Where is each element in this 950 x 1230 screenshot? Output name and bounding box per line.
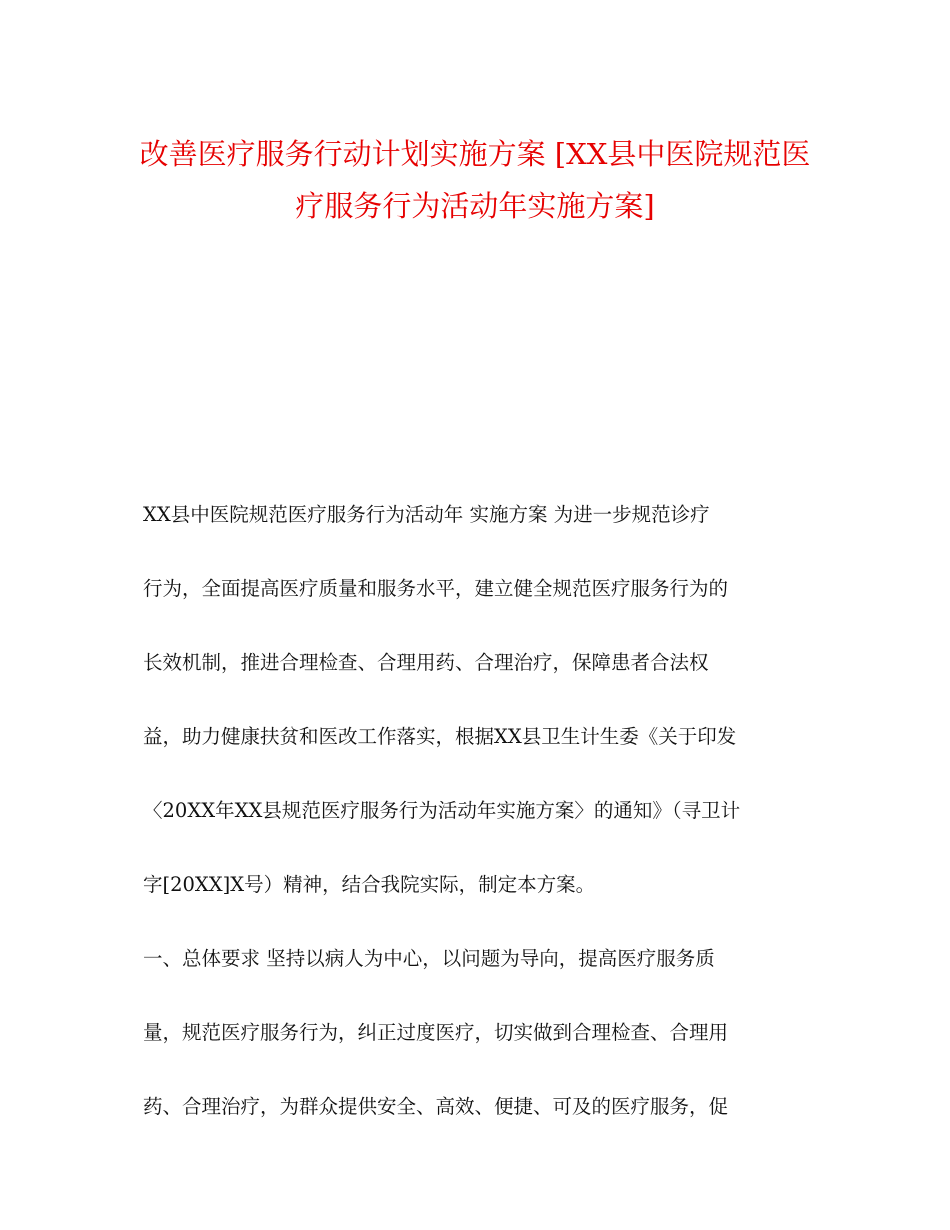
title-line-2: 疗服务行为活动年实施方案] xyxy=(295,189,655,223)
body-line: 一、总体要求 坚持以病人为中心，以问题为导向，提高医疗服务质 xyxy=(143,947,715,970)
body-line: 药、合理治疗，为群众提供安全、高效、便捷、可及的医疗服务，促 xyxy=(143,1095,729,1118)
body-line: 量，规范医疗服务行为，纠正过度医疗，切实做到合理检查、合理用 xyxy=(143,1021,729,1044)
document-body xyxy=(143,478,823,1144)
body-line: 长效机制，推进合理检查、合理用药、合理治疗，保障患者合法权 xyxy=(143,651,709,674)
body-line: 益，助力健康扶贫和医改工作落实，根据XX县卫生计生委《关于印发 xyxy=(143,725,737,748)
body-line: 〈20XX年XX县规范医疗服务行为活动年实施方案〉的通知》（寻卫计 xyxy=(143,799,741,822)
title-line-1: 改善医疗服务行动计划实施方案 [XX县中医院规范医 xyxy=(139,137,811,171)
document-title xyxy=(100,128,850,232)
body-line: 行为，全面提高医疗质量和服务水平，建立健全规范医疗服务行为的 xyxy=(143,577,729,600)
body-line: 字[20XX]X号）精神，结合我院实际，制定本方案。 xyxy=(143,873,596,896)
body-line: XX县中医院规范医疗服务行为活动年 实施方案 为进一步规范诊疗 xyxy=(143,503,710,526)
